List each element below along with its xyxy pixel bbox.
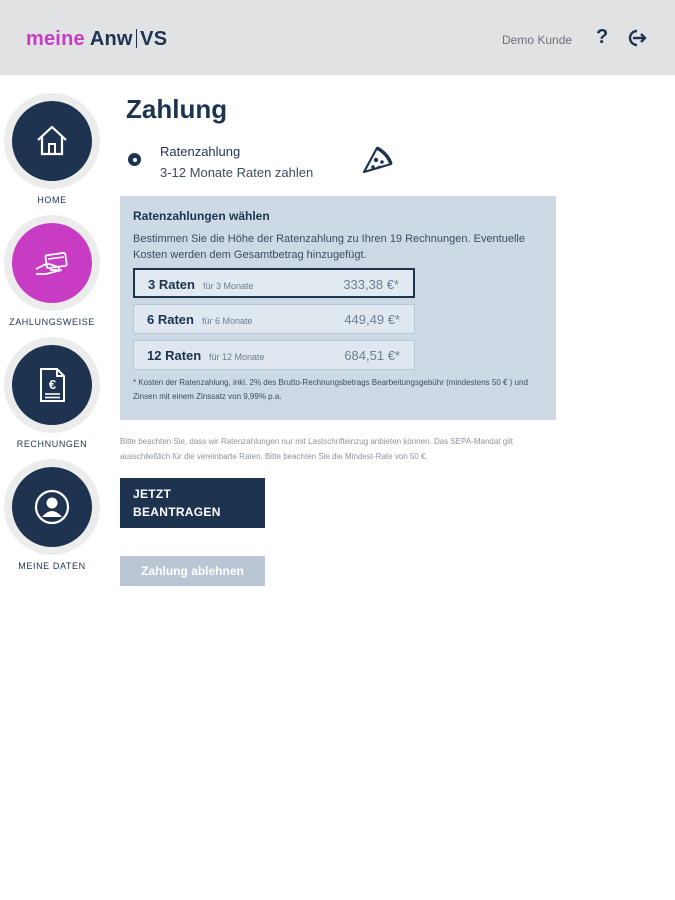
user-name[interactable]: Demo Kunde <box>502 33 573 47</box>
rate-duration: für 6 Monate <box>202 316 253 326</box>
sidebar-item-zahlungsweise[interactable] <box>0 215 104 327</box>
user-icon <box>32 487 72 527</box>
top-header <box>0 0 675 75</box>
help-icon[interactable]: ? <box>596 26 609 48</box>
home-icon <box>32 121 72 161</box>
rate-label: 12 Raten <box>147 348 202 363</box>
pizza-slice-icon <box>361 145 393 175</box>
cost-footnote: * Kosten der Ratenzahlung, inkl. 2% des Brutto-Rechnungsbetrags Bearbeitungsgebühr (mindestens 50 € ) und Zinsen mit einem Zinssatz von 9,99% p.a. <box>133 378 528 401</box>
nav-icon-bg <box>12 101 92 181</box>
sepa-info-text: Bitte beachten Sie, dass wir Ratenzahlungen nur mit Lastschrifteinzug anbieten können. Das SEPA-Mandat gilt ausschließlich für die vereinbarte Raten. Bitte beachten Sie die Mindest-Rate von 50 €. <box>120 437 513 461</box>
rate-price: 449,49 €* <box>344 312 400 327</box>
sidebar-item-home[interactable] <box>0 93 104 205</box>
sidebar-item-label: ZAHLUNGSWEISE <box>9 317 95 327</box>
nav-icon-bg <box>12 345 92 425</box>
sidebar-item-meine-daten[interactable] <box>0 459 104 571</box>
option-subtitle: 3-12 Monate Raten zahlen <box>160 165 314 180</box>
nav-circle <box>4 337 100 433</box>
invoice-euro-icon <box>32 365 72 405</box>
panel-title: Ratenzahlungen wählen <box>133 209 270 223</box>
page-title: Zahlung <box>126 94 228 124</box>
rate-label: 6 Raten <box>147 312 194 327</box>
payment-hand-icon <box>32 243 72 283</box>
sidebar-item-label: HOME <box>37 195 67 205</box>
nav-circle <box>4 93 100 189</box>
rate-label: 3 Raten <box>148 277 195 292</box>
apply-button[interactable]: JETZT BEANTRAGEN <box>120 478 265 528</box>
nav-icon-bg <box>12 467 92 547</box>
sidebar-item-rechnungen[interactable] <box>0 337 104 449</box>
ratenzahlung-radio[interactable] <box>128 153 141 166</box>
nav-icon-bg <box>12 223 92 303</box>
rate-option-12[interactable] <box>133 340 415 370</box>
logout-icon[interactable] <box>624 28 648 48</box>
app-logo[interactable]: meine Anw VS <box>26 28 168 50</box>
panel-description: Bestimmen Sie die Höhe der Ratenzahlung zu Ihren 19 Rechnungen. Eventuelle Kosten werden dem Gesamtbetrag hinzugefügt. <box>133 233 525 261</box>
nav-circle <box>4 459 100 555</box>
rate-option-6[interactable] <box>133 304 415 334</box>
sidebar-item-label: MEINE DATEN <box>18 561 86 571</box>
rate-duration: für 12 Monate <box>209 352 265 362</box>
installment-panel <box>120 196 556 420</box>
svg-text:€: € <box>48 377 57 392</box>
rate-option-3[interactable] <box>133 268 415 298</box>
nav-circle <box>4 215 100 311</box>
option-title[interactable]: Ratenzahlung <box>160 144 241 159</box>
rate-price: 684,51 €* <box>344 348 400 363</box>
logo-divider <box>136 29 138 48</box>
rate-duration: für 3 Monate <box>203 281 254 291</box>
decline-button[interactable]: Zahlung ablehnen <box>120 556 265 586</box>
rate-price: 333,38 €* <box>343 277 399 292</box>
sidebar-item-label: RECHNUNGEN <box>16 439 88 449</box>
